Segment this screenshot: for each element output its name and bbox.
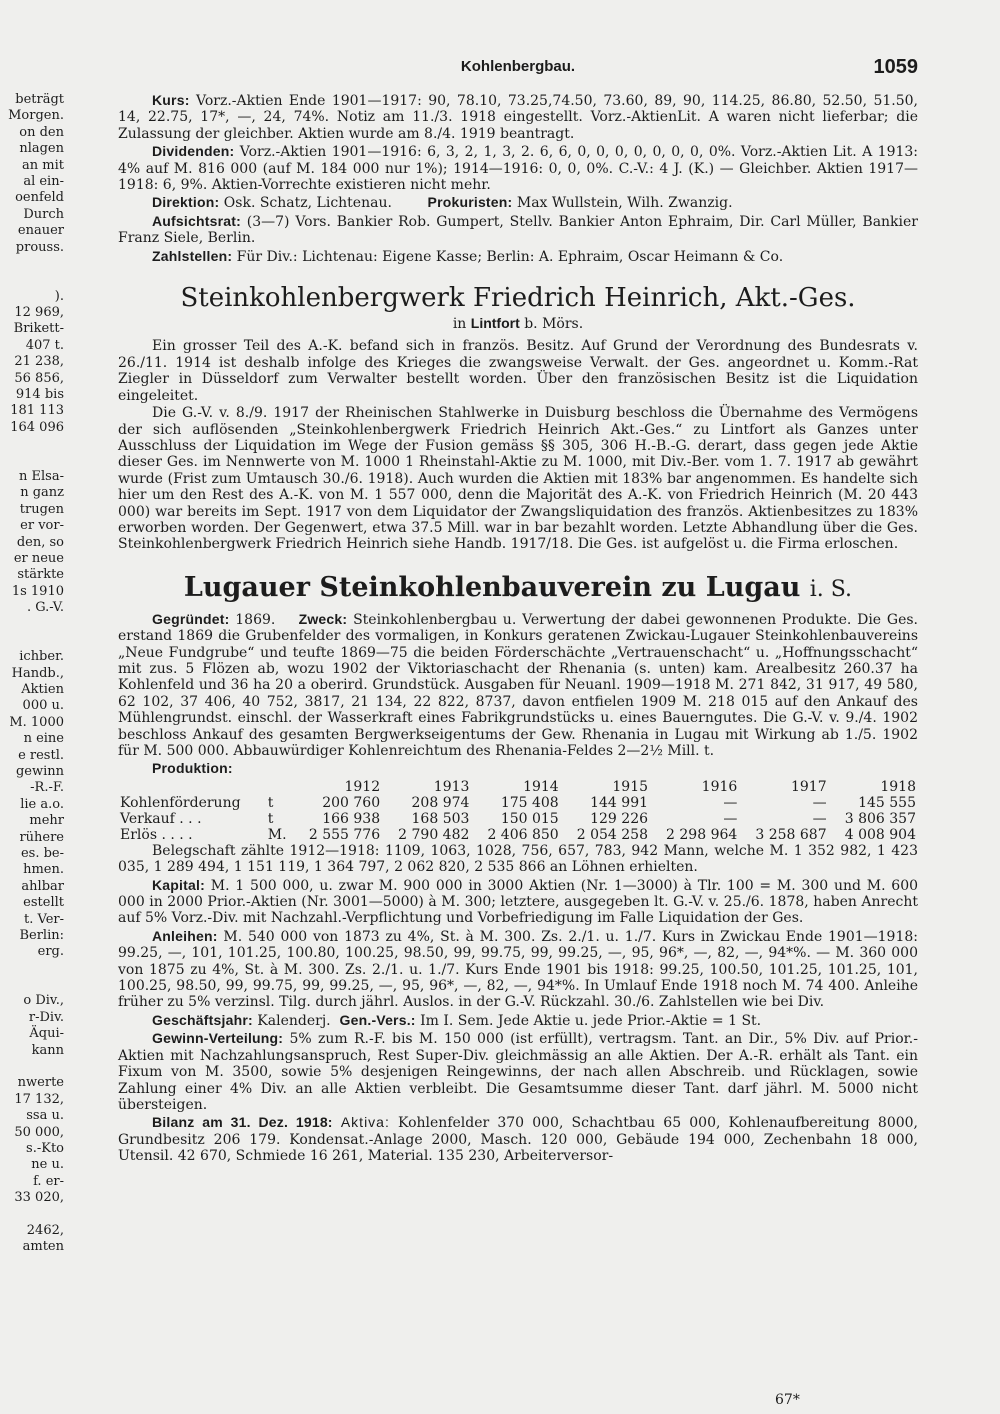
margin-fragment-line: 50 000, (14, 1124, 64, 1140)
zahlstellen-label: Zahlstellen: (152, 247, 233, 264)
table-cell: 3 806 357 (844, 810, 916, 827)
table-cell: 3 258 687 (755, 826, 827, 843)
dividenden-label: Dividenden: (152, 143, 235, 160)
produktion-label: Produktion: (152, 760, 233, 777)
margin-fragment-line: n ganz (20, 485, 64, 501)
margin-fragment-line: n Elsa- (19, 468, 64, 484)
aufsichtsrat-text: (3—7) Vors. Bankier Rob. Gumpert, Stellv. Bankier Anton Ephraim, Dir. Carl Müller, Bankier Franz Siele, Berlin. (118, 213, 918, 247)
margin-fragment-line: 2462, (26, 1222, 64, 1238)
row-unit: M. (267, 826, 287, 843)
margin-fragment-line (0, 436, 64, 452)
kurs-label: Kurs: (152, 92, 190, 108)
company-title-friedrich-heinrich: Steinkohlenbergwerk Friedrich Heinrich, Akt.-Ges. (180, 283, 856, 314)
company-title-text: Lugauer Steinkohlenbauverein zu Lugau (183, 571, 801, 603)
gewinn-label: Gewinn-Verteilung: (152, 1030, 284, 1047)
margin-fragment-line: 33 020, (14, 1190, 64, 1206)
year-header: 1917 (790, 778, 827, 795)
table-cell: 150 015 (500, 810, 559, 827)
bilanz-label: Bilanz am 31. Dez. 1918: (152, 1114, 333, 1131)
margin-fragment-line: enauer (17, 223, 64, 239)
margin-fragment-line: ahlbar (21, 878, 64, 894)
section-lugauer (118, 573, 918, 1165)
page-number: 1059 (873, 56, 918, 78)
dividenden-text: Vorz.-Aktien 1901—1916: 6, 3, 2, 1, 3, 2. 6, 6, 0, 0, 0, 0, 0, 0, 0, 0%. Vorz.-Aktien Lit. A 1913: 4% auf M. 816 000 (auf M. 184 000 nur 1%); 1914—1916: 0, 0, 0%. C.-V.: 4 J. (K.) — Gleichber. Aktien 1917—1918: 6, 9%. Aktien-Vorrechte existieren nicht mehr. (118, 144, 919, 194)
section-friedrich-heinrich (118, 283, 918, 553)
geschaeftsjahr-label: Geschäftsjahr: (152, 1011, 253, 1028)
margin-fragment-line: . G.-V. (26, 600, 64, 616)
direktion-text: Osk. Schatz, Lichtenau. (223, 195, 392, 212)
year-header: 1913 (433, 778, 470, 795)
margin-fragment-line: kann (31, 1042, 64, 1058)
bilanz-text: Kohlenfelder 370 000, Schachtbau 65 000, Kohlenaufbereitung 8000, Grundbesitz 206 179. Kondensat.-Anlage 2000, Masch. 120 000, Gebäude 194 000, Zechenbahn 18 000, Utensil. 42 670, Schmiede 16 261, Material. 135 230, Arbeiterversor- (118, 1115, 918, 1165)
margin-fragment-line: 407 t. (25, 337, 64, 353)
margin-fragment-line (0, 256, 64, 272)
margin-fragment-line: e restl. (18, 747, 64, 763)
table-cell: 208 974 (411, 794, 470, 811)
margin-fragment-line: ne u. (31, 1157, 64, 1173)
margin-fragment-line: 1s 1910 (11, 583, 64, 599)
margin-fragment-line: stärkte (17, 567, 64, 583)
table-cell: — (812, 810, 827, 827)
company-location (118, 315, 918, 332)
margin-fragment-line: M. 1000 (9, 714, 64, 730)
table-row (118, 795, 918, 811)
paragraph: Ein grosser Teil des A.-K. befand sich in französ. Besitz. Auf Grund der Verordnung des Bundesrats v. 26./11. 1914 ist deshalb infolge des Krieges die zwangsweise Verwalt. der Ges. angeordnet u. Komm.-Rat Ziegler in Düsseldorf zum Verwalter bestellt worden. Über den französischen Besitz ist die Liquidation eingeleitet. (118, 338, 918, 404)
margin-fragment-line: f. er- (33, 1173, 64, 1189)
left-margin-fragment (0, 92, 64, 1256)
year-header: 1915 (612, 778, 649, 795)
margin-fragment-line: ). (54, 288, 64, 304)
margin-fragment-line (0, 1207, 64, 1223)
prokuristen-text: Max Wullstein, Wilh. Zwanzig. (516, 195, 733, 212)
row-unit: t (267, 794, 274, 811)
margin-fragment-line: amten (22, 1239, 64, 1255)
genvers-text: Im I. Sem. Jede Aktie u. jede Prior.-Aktie = 1 St. (420, 1012, 762, 1029)
table-cell: 168 503 (411, 810, 470, 827)
prokuristen-label: Prokuristen: (427, 194, 513, 211)
margin-fragment-line (0, 453, 64, 469)
genvers-label: Gen.-Vers.: (339, 1011, 416, 1028)
kapital-text: M. 1 500 000, u. zwar M. 900 000 in 3000 Aktien (Nr. 1—3000) à Tlr. 100 = M. 300 und M. 600 000 in 2000 Prior.-Aktien (Nr. 3001—5000) à M. 300; letztere, ausgegeben lt. G.-V. v. 25./6. 1878, haben Anrecht auf 5% Vorz.-Div. mit Nachzahl.-Verpflichtung und Vorbefriedigung im Falle Liquidation der Ges. (118, 877, 919, 927)
table-cell: — (812, 794, 827, 811)
margin-fragment-line: rühere (19, 829, 64, 845)
margin-fragment-line: r-Div. (28, 1009, 64, 1025)
aufsichtsrat-label: Aufsichtsrat: (152, 212, 241, 229)
margin-fragment-line: n eine (23, 731, 64, 747)
margin-fragment-line: 12 969, (14, 305, 64, 321)
running-header: Kohlenbergbau. (460, 58, 576, 75)
margin-fragment-line (0, 977, 64, 993)
margin-fragment-line (0, 1059, 64, 1075)
location-suffix: b. Mörs. (524, 316, 584, 333)
table-cell: 166 938 (322, 810, 381, 827)
table-cell: 2 406 850 (487, 826, 559, 843)
production-table (118, 779, 918, 843)
table-cell: 2 555 776 (308, 826, 381, 843)
margin-fragment-line: prouss. (15, 239, 64, 255)
margin-fragment-line: Morgen. (8, 108, 64, 124)
table-cell: — (723, 794, 738, 811)
year-header: 1918 (880, 778, 916, 795)
margin-fragment-line (0, 961, 64, 977)
margin-fragment-line: 21 238, (14, 354, 64, 370)
section-continuation (118, 92, 918, 265)
table-cell: — (723, 810, 738, 827)
table-cell: 145 555 (858, 794, 916, 811)
margin-fragment-line: nwerte (17, 1075, 64, 1091)
margin-fragment-line: mehr (29, 813, 64, 829)
margin-fragment-line: on den (19, 124, 64, 140)
margin-fragment-line: erg. (37, 944, 64, 960)
production-table-header (118, 779, 918, 795)
margin-fragment-line: 164 096 (10, 419, 64, 435)
margin-fragment-line: s.-Kto (26, 1141, 64, 1156)
margin-fragment-line: -R.-F. (30, 780, 64, 796)
location-name: Lintfort (470, 315, 520, 332)
margin-fragment-line: an mit (22, 157, 64, 173)
year-header: 1914 (523, 778, 559, 795)
table-cell: 2 790 482 (398, 826, 470, 843)
year-header: 1912 (344, 778, 381, 795)
margin-fragment-line: ssa u. (26, 1108, 64, 1124)
margin-fragment-line: Äqui- (29, 1026, 64, 1042)
margin-fragment-line: Durch (23, 206, 64, 222)
table-cell: 200 760 (322, 794, 381, 811)
paragraph: Die G.-V. v. 8./9. 1917 der Rheinischen Stahlwerke in Duisburg beschloss die Übernahme des Vermögens der sich auflösenden „Steinkohlenbergwerk Friedrich Heinrich Akt.-Ges.“ zu Lintfort als Ganzes unter Ausschluss der Liquidation im Wege der Fusion gemäss §§ 305, 306 H.-B.-G. derart, dass gegen jede Aktie dieser Ges. im Nennwerte von M. 1000 1 Rheinstahl-Aktie zu M. 1000, mit Div.-Ber. vom 1. 7. 1917 ab gewährt wurde (Frist zum Umtausch 30./6. 1918). Auch wurden die Aktien mit 183% bar angenommen. Es handelte sich hier um den Rest des A.-K. von M. 1 557 000, denn die Majorität des A.-K. von Friedrich Heinrich (M. 20 443 000) war bereits im Sept. 1917 von dem Liquidator der Zwangsliquidation des französ. Aktienbesitzes zu 183% erworben worden. Der Gegenwert, etwa 37.5 Mill. war in bar bezahlt worden. Letzte Abhandlung über die Ges. Steinkohlenbergwerk Friedrich Heinrich siehe Handb. 1917/18. Die Ges. ist aufgelöst u. die Firma erloschen. (118, 405, 918, 553)
table-cell: 144 991 (590, 794, 649, 811)
margin-fragment-line: estellt (23, 895, 64, 911)
margin-fragment-line: al ein- (23, 173, 64, 189)
gegruendet-label: Gegründet: (152, 610, 230, 627)
margin-fragment-line: lie a.o. (20, 796, 64, 812)
margin-fragment-line: Berlin: (19, 927, 64, 943)
gewinn-text: 5% zum R.-F. bis M. 150 000 (ist erfüllt), vertragsm. Tant. an Dir., 5% Div. auf Prior.-Aktien mit Nachzahlungsanspruch, Rest Super-Div. gleichmässig an alle Aktien. Der A.-R. erhält als Tant. ein Fixum von M. 3500, sowie 5% desjenigen Reingewinns, der nach allen Abschreib. und Rücklagen, sowie Zahlung einer 4% Div. an alle Aktien verbleibt. Die Gesamtsumme dieser Tant. darf jährl. M. 5000 nicht übersteigen. (118, 1031, 918, 1113)
year-header: 1916 (701, 778, 738, 795)
bilanz-aktiva-label: Aktiva: (340, 1114, 390, 1131)
margin-fragment-line: hmen. (23, 862, 64, 878)
zahlstellen-text: Für Div.: Lichtenau: Eigene Kasse; Berlin: A. Ephraim, Oscar Heimann & Co. (236, 248, 784, 265)
table-cell: 4 008 904 (844, 826, 916, 843)
margin-fragment-line: 000 u. (22, 698, 64, 714)
direktion-label: Direktion: (152, 194, 220, 211)
company-title-lugauer (118, 573, 918, 605)
belegschaft-text: Belegschaft zählte 1912—1918: 1109, 1063, 1028, 756, 657, 783, 942 Mann, welche M. 1 352 982, 1 423 035, 1 289 494, 1 151 119, 1 364 797, 2 062 820, 2 535 866 an Löhnen erhielten. (118, 842, 918, 876)
margin-fragment-line (0, 633, 64, 649)
kapital-label: Kapital: (152, 876, 205, 893)
margin-fragment-line: gewinn (15, 764, 64, 780)
anleihen-label: Anleihen: (152, 927, 218, 944)
row-label: Erlös . . . . (120, 826, 193, 843)
table-cell: 129 226 (590, 810, 649, 827)
margin-fragment-line: Aktien (21, 682, 64, 698)
margin-fragment-line: es. be- (20, 845, 64, 861)
margin-fragment-line: beträgt (15, 92, 64, 107)
margin-fragment-line: nlagen (19, 141, 64, 157)
table-row (118, 811, 918, 827)
margin-fragment-line: 181 113 (10, 403, 64, 419)
row-label: Verkauf . . . (120, 810, 202, 827)
table-cell: 2 298 964 (666, 826, 738, 843)
table-cell: 175 408 (500, 794, 559, 811)
margin-fragment-line: 914 bis (15, 387, 64, 403)
margin-fragment-line: o Div., (23, 993, 64, 1009)
margin-fragment-line: t. Ver- (24, 911, 64, 927)
row-unit: t (267, 810, 274, 827)
signature-mark: 67* (775, 1392, 800, 1408)
kurs-text: Vorz.-Aktien Ende 1901—1917: 90, 78.10, 73.25,74.50, 73.60, 89, 90, 114.25, 86.80, 52.50, 51.50, 14, 22.75, 17*, —, 24, 74%. Notiz am 11./3. 1918 eingestellt. Vorz.-AktienLit. A waren nicht lieferbar; die Zulassung der gleichber. Aktien wurde am 8./4. 1919 beantragt. (118, 93, 918, 142)
margin-fragment-line: 56 856, (14, 370, 64, 386)
zweck-label: Zweck: (298, 610, 348, 627)
table-cell: 2 054 258 (576, 826, 649, 843)
margin-fragment-line (0, 617, 64, 633)
location-prefix: in (452, 316, 467, 333)
anleihen-text: M. 540 000 von 1873 zu 4%, St. à M. 300. Zs. 2./1. u. 1./7. Kurs in Zwickau Ende 1901—1918: 99.25, —, 101, 101.25, 100.80, 100.25, 98.50, 99, 99.75, 99, 99.25, —, 95, 96*, —, 82, —, 94*%. — M. 360 000 von 1875 zu 4%, St. à M. 300. Zs. 2./1. u. 1./7. Kurs Ende 1901 bis 1918: 99.25, 100.50, 101.25, 101.25, 101, 100.25, 98.50, 99, 99.75, 99, 99.25, —, 95, 96*, —, 82, —, 94*%. In Umlauf Ende 1918 noch M. 74 400. Anleihe früher zu 5% verzinsl. Tilg. durch jährl. Auslos. in der G.-V. Rückzahl. 30./6. Zahlstellen wie bei Div. (118, 928, 918, 1011)
gegruendet-text: 1869. (235, 611, 276, 628)
margin-fragment-line: ichber. (19, 649, 64, 665)
table-row (118, 827, 918, 843)
margin-fragment-line: 17 132, (14, 1091, 64, 1107)
margin-fragment-line: er vor- (20, 518, 64, 534)
margin-fragment-line: trugen (19, 501, 64, 517)
row-label: Kohlenförderung (120, 794, 241, 811)
margin-fragment-line (0, 272, 64, 288)
company-title-suffix: i. S. (809, 576, 853, 602)
zweck-text: Steinkohlenbergbau u. Verwertung der dabei gewonnenen Produkte. Die Ges. erstand 1869 die Grubenfelder des vormaligen, in Konkurs geratenen Zwickau-Lugauer Steinkohlenbauvereins „Neue Fundgrube“ und teufte 1869—75 die beiden Förderschächte „Vertrauenschacht“ u. „Hoffnungsschacht“ mit zus. 5 Flözen ab, wozu 1902 der Viktoriaschacht der Rhenania (s. unten) kam. Arealbesitz 260.37 ha Kohlenfeld und 36 ha 20 a oberird. Grundstück. Ausgaben für Neuanl. 1909—1918 M. 271 842, 31 917, 49 580, 62 102, 37 406, 40 752, 3817, 21 134, 22 822, 8737, davon entfielen 1909 M. 218 015 auf den Ankauf des Mühlengrundst. einschl. der Wasserkraft eines Fabrikgrundstücks u. eines Bauerngutes. Die G.-V. v. 9./4. 1902 beschloss Ankauf des gesamten Bergwerkseigentums der Gew. Rhenania in Lugau mit Wirkung ab 1./5. 1902 für M. 500 000. Abbauwürdiger Kohlenreichtum des Rhenania-Feldes 2—2½ Mill. t. (118, 611, 919, 759)
margin-fragment-line: er neue (13, 550, 64, 566)
main-column (118, 92, 918, 1166)
margin-fragment-line: Brikett- (13, 321, 64, 337)
margin-fragment-line: den, so (16, 534, 64, 550)
geschaeftsjahr-text: Kalenderj. (257, 1012, 331, 1029)
margin-fragment-line: Handb., (11, 665, 64, 681)
margin-fragment-line: oenfeld (15, 190, 64, 206)
